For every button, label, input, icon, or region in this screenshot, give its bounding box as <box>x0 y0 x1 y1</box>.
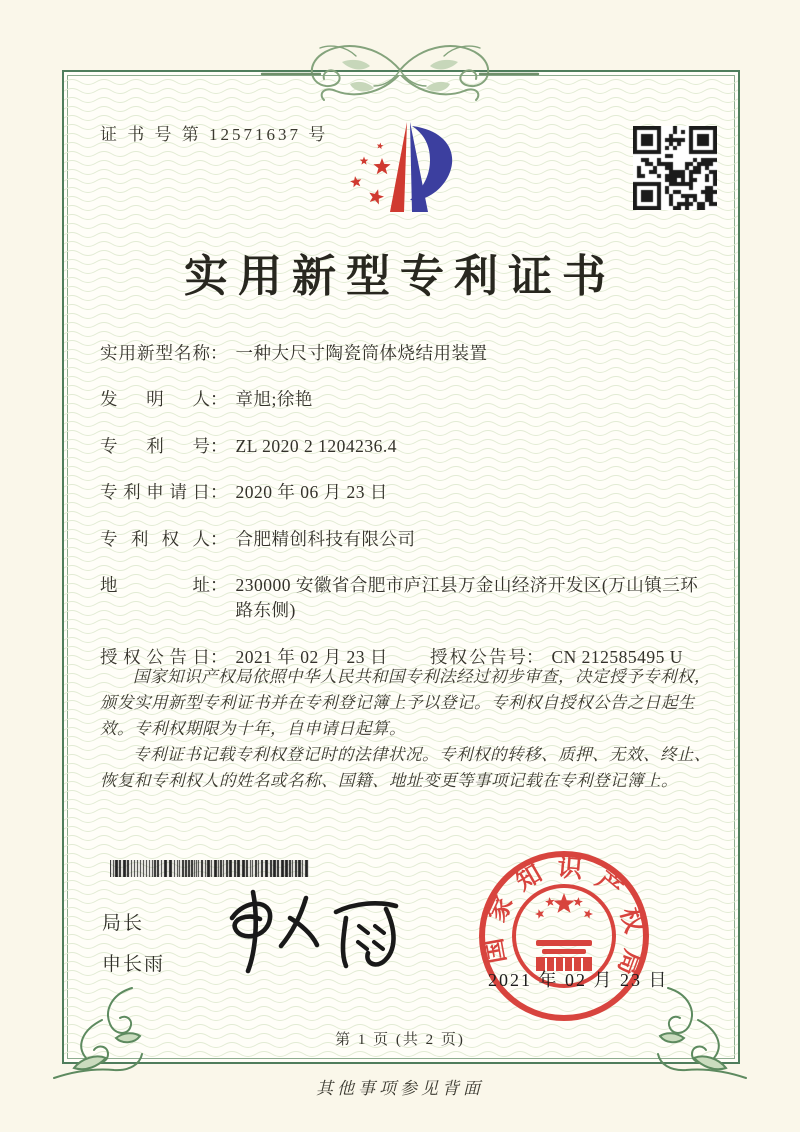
field-label: 发明人 <box>100 389 210 410</box>
field-value: 章旭;徐艳 <box>235 389 313 410</box>
field-label: 地址 <box>100 574 210 595</box>
seal-text: 国家知识产权局 <box>480 854 648 979</box>
field-value-grant-number: CN 212585495 U <box>551 646 683 667</box>
signature-handwriting <box>218 878 408 978</box>
field-value: ZL 2020 2 1204236.4 <box>235 435 397 456</box>
barcode <box>110 860 310 877</box>
field-value: 2020 年 06 月 23 日 <box>235 482 388 503</box>
legal-text <box>100 664 714 794</box>
qr-code <box>633 126 717 210</box>
field-value: 一种大尺寸陶瓷筒体烧结用装置 <box>235 343 488 363</box>
back-note: 其他事项参见背面 <box>316 1079 484 1098</box>
field-value: 230000 安徽省合肥市庐江县万金山经济开发区(万山镇三环路东侧) <box>235 574 699 621</box>
officer-block <box>102 908 165 990</box>
field-patent-number: 专利号 ： ZL 2020 2 1204236.4 <box>100 434 712 459</box>
field-utility-model-name: 实用新型名称 ： 一种大尺寸陶瓷筒体烧结用装置 <box>100 341 712 366</box>
certificate-title: 实用新型专利证书 <box>184 252 616 301</box>
legal-paragraph-2: 专利证书记载专利权登记时的法律状况。专利权的转移、质押、无效、终止、恢复和专利权人的姓名或名称、国籍、地址变更等事项记载在专利登记簿上。 <box>100 745 711 790</box>
field-label: 授权公告号 <box>430 646 526 667</box>
field-list <box>100 341 712 670</box>
legal-paragraph-1: 国家知识产权局依照中华人民共和国专利法经过初步审查，决定授予专利权，颁发实用新型专利证书并在专利登记簿上予以登记。专利权自授权公告之日起生效。专利权期限为十年，自申请日起算。 <box>100 667 711 738</box>
field-label: 专利权人 <box>100 528 210 549</box>
field-label: 授权公告日 <box>100 646 210 667</box>
field-inventor: 发明人 ： 章旭;徐艳 <box>100 387 712 412</box>
field-label: 专利申请日 <box>100 482 210 503</box>
field-label: 实用新型名称 <box>100 343 210 363</box>
field-value: 合肥精创科技有限公司 <box>235 528 416 549</box>
field-patentee: 专利权人 ： 合肥精创科技有限公司 <box>100 527 712 552</box>
field-grant-row: 授权公告日 ： 2021 年 02 月 23 日 授权公告号 ： CN 212585495 U <box>100 645 712 670</box>
page-number: 第 1 页 (共 2 页) <box>335 1032 465 1048</box>
official-seal <box>476 848 652 1024</box>
officer-name: 申长雨 <box>102 954 166 975</box>
officer-title: 局长 <box>102 913 145 934</box>
cnipa-logo-icon <box>336 112 466 227</box>
field-value-grant-date: 2021 年 02 月 23 日 <box>235 646 388 667</box>
certificate-number: 证 书 号 第 12571637 号 <box>100 125 329 144</box>
field-filing-date: 专利申请日 ： 2020 年 06 月 23 日 <box>100 480 712 505</box>
seal-date: 2021 年 02 月 23 日 <box>488 970 669 990</box>
field-label: 专利号 <box>100 435 210 456</box>
field-address: 地址 ： 230000 安徽省合肥市庐江县万金山经济开发区(万山镇三环路东侧) <box>100 573 712 624</box>
